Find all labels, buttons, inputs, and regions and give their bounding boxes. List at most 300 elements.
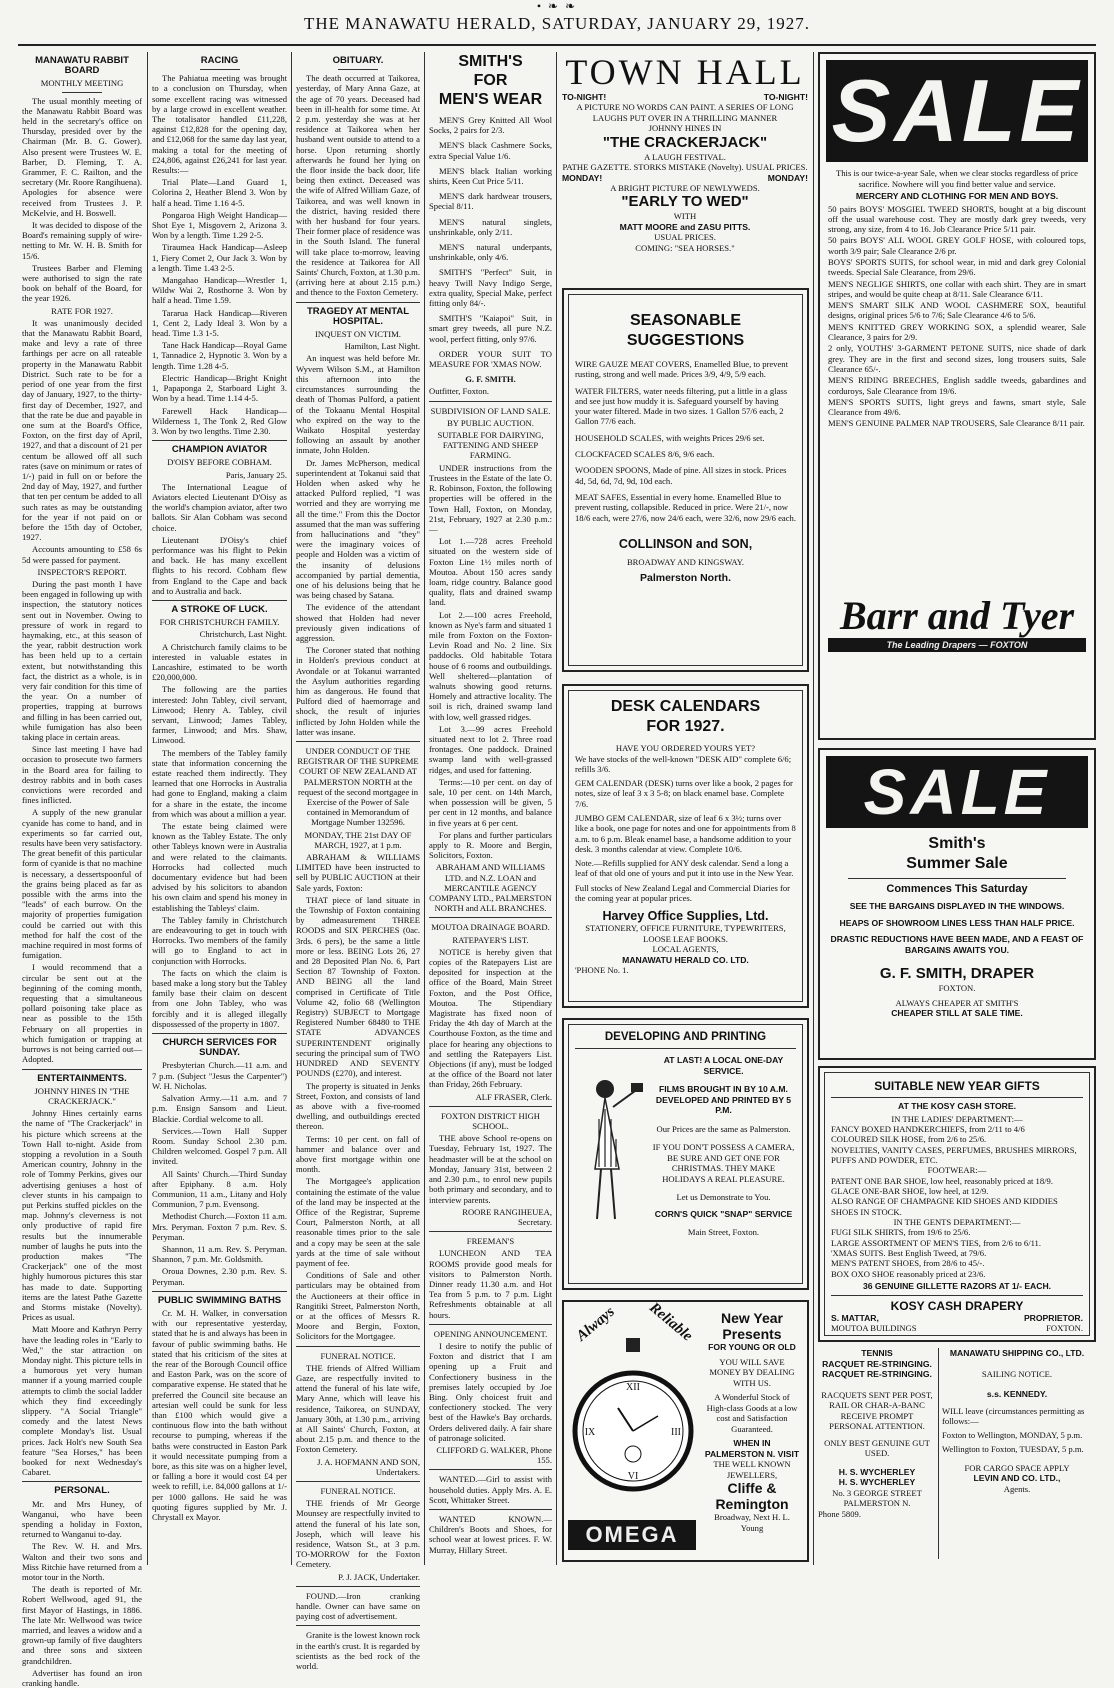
personal-heading: PERSONAL. (54, 1485, 110, 1497)
article-paragraph: The Rev. W. H. and Mrs. Walton and their two sons and Miss Ritchie have returned from a motor tour in the North. (22, 1541, 142, 1583)
drainage-heading: MOUTOA DRAINAGE BOARD. (431, 922, 550, 933)
article-paragraph: Accounts amounting to £58 6s 5d were passed for payment. (22, 544, 142, 565)
shipping-line: SAILING NOTICE. (981, 1368, 1053, 1379)
gifts-line: ALSO RANGE OF CHAMPAGNE KID SHOES AND KIDDIES SHOES IN STOCK. (831, 1196, 1058, 1217)
masthead-rule (18, 44, 1096, 46)
column-2 (152, 52, 287, 1565)
svg-text:III: III (671, 1427, 681, 1438)
divider (338, 69, 378, 70)
tragedy-subheading: INQUEST ON VICTIM. (315, 329, 401, 340)
smiths-item: MEN'S dark hardwear trousers, Special 8/11. (429, 191, 552, 212)
sale1-item: MEN'S NEGLIGE SHIRTS, one collar with each shirt. They are in smart stripes, and would be quite cheap at 8/11. Sale Clearance 6/11. (828, 278, 1086, 299)
article-paragraph: WANTED.—Girl to assist with household duties. Apply Mrs. A. E. Scott, Whittaker Street. (429, 1474, 552, 1505)
rabbit-board-heading: MANAWATU RABBIT BOARD (35, 55, 129, 77)
article-paragraph: It was decided to dispose of the Board's remaining supply of wire-netting to Mr. W. H. B. Smith for 15/6. (22, 220, 142, 261)
shipping-line: LEVIN AND CO. LTD., (973, 1473, 1061, 1484)
article-paragraph: A supply of the new granular cyanide has come to hand, and in experiments so far carried out, results have been very satisfactory. The great benefit of this particular form of cyanide is that no machine is necessary, a dessertspoonful of the grains being placed as far as possible with the arms into the "leads" of each burrow. On the majority of properties fumigation could be carried out with this method for half the cost of the machine required in most forms of fumigation. (22, 807, 142, 961)
early-to-wed-title: "EARLY TO WED" (621, 193, 749, 210)
divider (429, 917, 552, 918)
article-paragraph: The Pahiatua meeting was brought to a conclusion on Thursday, when some excellent racing was witnessed by a large crowd in excellent weather. The totalisator handled £11,228, against £12,828 for the opening day, and £12,068 for the same day last year, making a total for the meeting of £24,806, against £26,241 for last year. Results:— (152, 73, 287, 176)
divider (296, 1625, 420, 1626)
omega-line: YOU WILL SAVE MONEY BY DEALING WITH US. (709, 1356, 795, 1388)
column-rule (424, 52, 425, 1565)
divider (22, 1069, 142, 1070)
auctioneers: ABRAHAM AND WILLIAMS LTD. and N.Z. LOAN and MERCANTILE AGENCY COMPANY LTD., PALMERSTON NORTH and ALL BRANCHES. (429, 862, 552, 914)
divider (200, 69, 240, 70)
obituary-heading: OBITUARY. (332, 55, 384, 66)
seasonable-title: SEASONABLE (629, 312, 742, 329)
article-paragraph: ABRAHAM & WILLIAMS LIMITED have been instructed to sell by PUBLIC AUCTION at their Sale yards, Foxton: (296, 852, 420, 893)
article-paragraph: Mangahao Handicap—Wrestler 1, Wildw Wai 2, Rosthorne 3. Won by half a head. Time 1.59. (152, 275, 287, 306)
tonight-row (562, 92, 808, 102)
town-hall-line: A BRIGHT PICTURE OF NEWLYWEDS. (610, 182, 760, 193)
article-paragraph: The death occurred at Taikorea, yesterday, of Mary Anna Gaze, at the age of 70 years. Deceased had been in ill-health for some time. At 2 p.m. yesterday she was at her residence at Taikorea when her husband went outside to attend to a horse. Upon returning shortly afterwards he found her lying on the floor inside the back door, life being then extinct. Deceased was the wife of Alfred William Gaze, of Taikorea, and was well known in the district, having resided there with her husband for four years. Their former place of residence was in the South Island. The funeral will take place to-morrow, leaving the residence at Taikorea for All Saints' Church, Foxton, at 1.30 p.m. (arriving here at about 2.15 p.m.) and thence to the Foxton Cemetery. (296, 73, 420, 298)
tennis-line: H. S. WYCHERLEY (838, 1477, 916, 1487)
sale2-line: CHEAPER STILL AT SALE TIME. (891, 1008, 1023, 1018)
sale2-line: ALWAYS CHEAPER AT SMITH'S (895, 997, 1019, 1008)
signature: G. F. SMITH. (465, 374, 516, 385)
drainage-subheading: RATEPAYER'S LIST. (452, 934, 529, 945)
article-paragraph: Farewell Hack Handicap—Wilderness 1, The Tonk 2, Red Glow 3. Won by two lengths. Time 2.30. (152, 405, 287, 436)
smiths-item: MEN'S natural underpants, unshrinkable, only 4/6. (429, 242, 552, 263)
article-paragraph: All Saints' Church.—Third Sunday after Epiphany. 8 a.m. Holy Communion, 11 a.m., Litany and Holy Communion, 7 p.m. Evensong. (152, 1168, 287, 1210)
smiths-item: MEN'S natural singlets, unshrinkable, only 2/11. (429, 216, 552, 237)
desk-title: FOR 1927. (646, 718, 725, 735)
article-paragraph: The estate being claimed were known as the Tabley Estate. The only other Tableys known were in Australia and were related to the claimants. Horrocks had collected much documentary evidence but had been advised by his solicitors to abandon his own claim and spend his money in establishing the Tableys' claim. (152, 821, 287, 913)
divider (152, 1291, 287, 1292)
developing-ad (562, 1018, 809, 1290)
desk-line: HAVE YOU ORDERED YOURS YET? (615, 743, 756, 753)
divider (429, 1469, 552, 1470)
luck-heading: A STROKE OF LUCK. (171, 603, 268, 615)
seasonable-inner (568, 294, 803, 666)
smiths-item: MEN'S Grey Knitted All Wool Socks, 2 pairs for 2/3. (429, 115, 552, 136)
collinson-address: BROADWAY AND KINGSWAY. (626, 556, 745, 567)
column-4 (429, 52, 552, 1565)
article-paragraph: THE friends of Mr George Mounsey are respectfully invited to attend the funeral of his late son, Joseph, which will leave his residence, Watson St., at 3 p.m. TO-MORROW for the Foxton Cemetery. (296, 1498, 420, 1570)
monday-right: MONDAY! (767, 172, 808, 183)
court-notice-date: MONDAY, THE 21st DAY OF MARCH, 1927, at 1 p.m. (304, 829, 412, 850)
article-paragraph: LUNCHEON AND TEA ROOMS provide good meals for visitors to Palmerston North. Dinner ready 11.30 a.m. and Hot Tea from 5 p.m. to 7 p.m. Light Refreshments obtainable at all hours. (429, 1248, 552, 1320)
gifts-title: SUITABLE NEW YEAR GIFTS (831, 1079, 1083, 1098)
desk-title: DESK CALENDARS (610, 698, 761, 715)
sale1-item: BOYS' SPORTS SUITS, for school wear, in mid and dark grey Colonial tweeds. Special Sale Clearance, from 29/6. (828, 256, 1086, 278)
sale2-line: HEAPS OF SHOWROOM LINES LESS THAN HALF PRICE. (839, 917, 1075, 928)
divider (296, 1481, 420, 1482)
column-3 (296, 52, 420, 1672)
article-paragraph: Electric Handicap—Bright Knight 1, Papaponga 2, Starboard Light 3. Won by a head. Time 1.14 4-5. (152, 372, 287, 404)
desk-calendars-ad (562, 684, 809, 1008)
article-paragraph: Methodist Church.—Foxton 11 a.m. Mrs. Peryman. Foxton 7 p.m. Rev. S. Peryman. (152, 1211, 287, 1242)
sale2-line: Smith's (928, 835, 986, 852)
divider (429, 1509, 552, 1510)
shipping-line: FOR CARGO SPACE APPLY (964, 1462, 1070, 1473)
article-paragraph: An inquest was held before Mr. Wyvern Wilson S.M., at Hamilton this afternoon into the circumstances surrounding the death of Thomas Pulford, a patient of the Tokaanu Mental Hospital who expired on the way to the Waikato Hospital yesterday following an assault by another inmate, John Holden. (296, 353, 420, 456)
omega-text (704, 1310, 800, 1533)
barr-tyer-logo (828, 594, 1086, 652)
subdivision-suitable: SUITABLE FOR DAIRYING, FATTENING AND SHEEP FARMING. (437, 430, 544, 461)
sale2-body (828, 834, 1086, 1019)
gifts-line: FOOTWEAR:— (927, 1165, 987, 1176)
desk-line: We have stocks of the well-known "DESK AID" complete 6/6; refills 3/6. (575, 753, 792, 774)
harvey-name: Harvey Office Supplies, Ltd. (602, 909, 769, 924)
sale1-item: MEN'S GENUINE PALMER NAP TROUSERS, Sale Clearance 8/11 pair. (828, 418, 1085, 429)
column-1 (22, 52, 142, 1688)
aviator-subheading: D'OISY BEFORE COBHAM. (167, 457, 272, 468)
entertainments-heading: ENTERTAINMENTS. (37, 1072, 127, 1084)
racing-heading: RACING (200, 55, 239, 66)
seasonable-item: MEAT SAFES, Essential in every home. Enamelled Blue to prevent rusting, collapsible. Reduced in price. Were 21/-, now 18/6 each, were 27/6, now 24/6 each, were 32/6, now 29/6 each. (575, 491, 796, 523)
tennis-ad (818, 1348, 936, 1562)
masthead-ornament: • ❧ ❧ (536, 0, 578, 13)
town-hall-line: JOHNNY HINES IN (648, 123, 722, 133)
column-rule (938, 1348, 939, 1559)
developing-body (575, 1049, 796, 1269)
town-hall-title: TOWN HALL (565, 52, 805, 92)
tennis-line: RACQUET RE-STRINGING. (822, 1358, 932, 1369)
divider (296, 1586, 420, 1587)
divider (296, 302, 420, 303)
crackerjack-title: "THE CRACKERJACK" (602, 133, 768, 151)
divider (296, 741, 420, 742)
article-paragraph: For plans and further particulars apply to R. Moore and Bergin, Solicitors, Foxton. (429, 829, 552, 861)
freemans-heading: FREEMAN'S (466, 1236, 515, 1247)
omega-line: FOR YOUNG OR OLD (708, 1342, 796, 1352)
tonight-right: TO-NIGHT! (763, 92, 808, 102)
town-hall-line: A PICTURE NO WORDS CAN PAINT. A SERIES OF LONG LAUGHS PUT OVER IN A THRILLING MANNER (576, 102, 794, 123)
gifts-line: GLACE ONE-BAR SHOE, low heel, at 12/9. (831, 1185, 989, 1196)
monday-left: MONDAY! (562, 172, 603, 183)
tonight-left: TO-NIGHT! (562, 92, 607, 102)
dateline: Christchurch, Last Night. (199, 629, 287, 640)
gifts-inner (824, 1072, 1090, 1336)
church-heading: CHURCH SERVICES FOR SUNDAY. (162, 1037, 277, 1059)
smiths-item: MEN'S black Cashmere Socks, extra Special Value 1/6. (429, 140, 552, 161)
developing-line: Our Prices are the same as Palmerston. (656, 1123, 791, 1134)
desk-inner (568, 690, 803, 1002)
sale2-line: Summer Sale (848, 854, 1066, 879)
article-paragraph: Since last meeting I have had occasion to prosecute two farmers in the Board area for failing to destroy rabbits and in both cases convictions were recorded and fines inflicted. (22, 744, 142, 806)
divider (152, 440, 287, 441)
article-paragraph: The usual monthly meeting of the Manawatu Rabbit Board was held in the secretary's office on Thursday, presided over by the Chairman (Mr. B. G. Gower). Also present were Trustees W. E. Barber, D. Fleming, T. A. Grammer, F. C. Railton, and the secretary (Mr. Roore Rangihuena). Apologies for absence were received from Trustees J. P. McKelvie, and H. Boswell. (22, 95, 142, 218)
article-paragraph: Terms: 10 per cent. on fall of hammer and balance over and above first mortgage within one month. (296, 1133, 420, 1175)
masthead (0, 0, 1114, 46)
shipping-line: MANAWATU SHIPPING CO., LTD. (949, 1348, 1085, 1358)
rate-subheading: RATE FOR 1927. (51, 305, 113, 316)
article-paragraph: The facts on which the claim is based make a long story but the Tabley family base their claim on descent from one John Tabley, who was forcibly and it is alleged illegally dispossessed of the property in 1807. (152, 967, 287, 1029)
funeral-heading: FUNERAL NOTICE. (320, 1486, 396, 1497)
tennis-line: RACQUETS SENT PER POST, RAIL OR CHAR-A-BANC RECEIVE PROMPT PERSONAL ATTENTION. (821, 1389, 933, 1431)
article-paragraph: Oroua Downes, 2.30 p.m. Rev. S. Peryman. (152, 1266, 287, 1287)
sale1-body (828, 168, 1086, 430)
article-paragraph: Tane Hack Handicap—Royal Game 1, Tannadice 2, Hypnotic 3. Won by a length. Time 1.28 4-5. (152, 340, 287, 371)
svg-text:XII: XII (626, 1382, 640, 1393)
shipping-line: Wellington to Foxton, TUESDAY, 5 p.m. (942, 1444, 1084, 1455)
article-paragraph: Tiraumea Hack Handicap—Asleep 1, Fiery Comet 2, Our Jack 3. Won by a length. Time 1.43 2-5. (152, 242, 287, 273)
town-hall-line: USUAL PRICES. (654, 232, 716, 242)
divider (62, 92, 102, 93)
sale1-intro: This is our twice-a-year Sale, when we clear stocks regardless of price sacrifice. Nowhere will you find better value and service. (836, 168, 1078, 189)
sale2-line: SEE THE BARGAINS DISPLAYED IN THE WINDOWS. (849, 901, 1065, 911)
sale1-item: 50 pairs BOYS' MOSGIEL TWEED SHORTS, bought at a big discount off the usual warehouse cost. They are mostly dark grey tweeds, very strong, any size, from 4 to 16. Job Clearance Price 5/11 pair. (828, 203, 1086, 235)
opening-heading: OPENING ANNOUNCEMENT. (433, 1328, 548, 1339)
court-notice-heading: UNDER CONDUCT OF THE REGISTRAR OF THE SUPREME COURT OF NEW ZEALAND AT PALMERSTON NORTH at the request of the second mortgagee in Exercise of the Power of Sale contained in Memorandum of Mortgage Number 132596. (297, 746, 419, 828)
sale-banner: SALE (826, 60, 1088, 162)
lady-figure-icon (575, 1049, 647, 1269)
town-hall-ad (562, 52, 808, 270)
sale2-line: FOXTON. (938, 983, 976, 993)
article-paragraph: The Coroner stated that nothing in Holden's previous conduct at Avondale or at Tokanui warranted the Asylum authorities regarding him as dangerous. He found that Pulford died of haemorrage and shock, the result of injuries inflicted by John Holden while the latter was insane. (296, 645, 420, 737)
article-paragraph: Lieutenant D'Oisy's chief performance was his flight to Pekin and back. He has many excellent flights to his record. Cobham flew from England to the Cape and back and to Australia and back. (152, 534, 287, 596)
smiths-summer-sale-ad (818, 748, 1096, 1060)
divider (152, 1033, 287, 1034)
sale1-item: 50 pairs BOYS' ALL WOOL GREY GOLF HOSE, with coloured tops, worth 3/9 pair; Sale Clearance 2/6 pr. (828, 235, 1086, 256)
collinson-town: Palmerston North. (639, 572, 731, 585)
seasonable-item: HOUSEHOLD SCALES, with weights Prices 29/6 set. (575, 432, 765, 443)
seasonable-ad (562, 288, 809, 672)
article-paragraph: Salvation Army.—11 a.m. and 7 p.m. Ensign Sansom and Lieut. Blackie. Cordial welcome to all. (152, 1093, 287, 1124)
article-paragraph: Johnny Hines certainly earns the name of "The Crackerjack" in his picture which screens at the Town Hall to-night. Aside from stopping a revolution in a South American country, Johnny in the role of Tommy Perkins, gives our advertising geniuses a host of clever stunts in his campaign to put Perkins stuffed pickles on the map. Johnny's cleverness is not only productive of rapid fire results but the innumerable number of laughs he puts into the production makes "The Crackerjack" one of the most highly humorous pictures this star has made to date. Supporting items are the latest Pathe Gazette and Storms mistake (Novelty). Prices as usual. (22, 1108, 142, 1323)
article-paragraph: Shannon, 11 a.m. Rev. S. Peryman. Shannon, 7 p.m. Mr. Goldsmith. (152, 1243, 287, 1265)
kosy-town: FOXTON. (1046, 1323, 1083, 1334)
subdivision-auction: BY PUBLIC AUCTION. (447, 417, 534, 428)
kosy-owner-row (831, 1313, 1083, 1323)
signature: J. A. HOFMANN AND SON, Undertakers. (317, 1456, 420, 1477)
gifts-line: LARGE ASSORTMENT OF MEN'S TIES, from 2/6 to 6/11. (831, 1237, 1042, 1248)
article-paragraph: WANTED KNOWN.—Children's Boots and Shoes, for school wear at lowest prices. F. W. Murray, Hillary Street. (429, 1513, 552, 1555)
shipping-line: WILL leave (circumstances permitting as follows:— (942, 1405, 1085, 1426)
desk-line: JUMBO GEM CALENDAR, size of leaf 6 x 3½; turns over like a book, one page for notes and one for appointments from 8 a.m. to 6 p.m. Bleak enamel base, a handsome addition to your desk. 3 months calendar at view. Complete 10/6. (575, 812, 796, 854)
aviator-heading: CHAMPION AVIATOR (171, 444, 268, 456)
barr-tyer-sale-ad (818, 52, 1096, 740)
article-paragraph: Lot 3.—99 acres Freehold situated next to lot 2. Three road frontages. One paddock. Drained swamp land with well-grassed ridges, and used for fattening. (429, 723, 552, 775)
divider (22, 1481, 142, 1482)
gifts-line: 'XMAS SUITS. Best English Tweed, at 79/6. (831, 1247, 987, 1258)
smiths-for: FOR (473, 72, 508, 89)
divider (429, 1106, 552, 1107)
omega-line: A Wonderful Stock of High-class Goods at a low cost and Satisfaction Guaranteed. (706, 1392, 798, 1434)
seasonable-item: WOODEN SPOONS, Made of pine. All sizes in stock. Prices 4d, 5d, 6d, 7d, 9d, 10d each. (575, 465, 787, 486)
shipping-ad (942, 1348, 1092, 1562)
tennis-line: RACQUET RE-STRINGING. (822, 1369, 932, 1379)
svg-text:IX: IX (584, 1427, 596, 1438)
desk-line: Full stocks of New Zealand Legal and Commercial Diaries for the coming year at popular prices. (575, 882, 791, 904)
omega-line: THE WELL KNOWN JEWELLERS, (713, 1459, 791, 1480)
gifts-line: AT THE KOSY CASH STORE. (898, 1101, 1016, 1111)
signature: ALF FRASER, Clerk. (475, 1091, 552, 1102)
lady-photographer-illustration (575, 1049, 647, 1269)
gifts-line: 36 GENUINE GILLETTE RAZORS AT 1/- EACH. (862, 1280, 1052, 1291)
article-paragraph: Mr. and Mrs Huney, of Wanganui, who have been spending a holiday in Foxton, returned to Wanganui to-day. (22, 1498, 142, 1540)
article-paragraph: Dr. James McPherson, medical superintendent at Tokanui said that Holden when asked why he attacked Pulford replied, "I was worried and they are worrying me all the time." From this the Doctor assumed that the man was suffering from hallucinations and "they" were the imaginary voices of people and Holden was a victim of the insanity of delusions accompanied by partial dementia, one of his delusions being that he was being chased by Satana. (296, 457, 420, 601)
harvey-line: LOCAL AGENTS, (652, 944, 719, 955)
funeral-heading: FUNERAL NOTICE. (320, 1350, 396, 1361)
seasonable-item-list (575, 359, 796, 523)
smiths-item-list (429, 115, 552, 369)
sale2-line: G. F. SMITH, DRAPER (879, 965, 1035, 982)
article-paragraph: I desire to notify the public of Foxton and district that I am opening up a Fruit and Confectionery business in the premises lately occupied by Joe Bing. Only choicest fruit and confectionery stocked. The very best of the Hawke's Bay orchards. Orders delivered daily. A fair share of patronage solicited. (429, 1340, 552, 1443)
smiths-item: MEN'S black Italian working shirts, Keen Cut Price 5/11. (429, 165, 552, 187)
article-paragraph: During the past month I have been engaged in following up with inspection, the statutory notices sent out in November. Owing to pressure of work in regard to haymaking, etc., at this season of the year, rabbit destruction work has been held up to a certain extent, but notwithstanding this fact, the district as a whole, is in very fair condition for this time of the year. On a number of properties, trapping at burrows and filling in has been carried out, while fumigation has also been taking place in certain areas. (22, 578, 142, 742)
tennis-line: H. S. WYCHERLEY (838, 1466, 916, 1477)
sale1-item: MEN'S KNITTED GREY WORKING SOX, a splendid wearer, Sale Clearance, 3 pairs for 2/9. (828, 321, 1086, 343)
always-text: Always (573, 1303, 618, 1345)
desk-line: Note.—Refills supplied for ANY desk calendar. Send a long a leaf of that old one of yours and put it into use in the New Year. (575, 858, 794, 879)
sale1-item: MEN'S RIDING BREECHES, English saddle tweeds, gabardines and corduroys, Sale Clearance from 19/6. (828, 375, 1086, 396)
gifts-line: FANCY BOXED HANDKERCHIEFS, from 2/11 to 4/6 (831, 1124, 1025, 1134)
sale1-item-list (828, 204, 1086, 429)
collinson-name: COLLINSON and SON, (618, 536, 753, 551)
town-hall-line: WITH (673, 211, 697, 221)
shipping-line: s.s. KENNEDY. (986, 1389, 1048, 1399)
sale1-item: 2 only, YOUTHS' 3-GARMENT PETONE SUITS, nice shade of dark grey. They are in the first and second sizes, long trousers suits, Sale Clearance 65/-. (828, 343, 1086, 374)
article-paragraph: UNDER instructions from the Trustees in the Estate of the late O. R. Robinson, Foxton, the following properties will be offered in the Town Hall, Foxton, on Monday, 21st, February, 1927 at 2.30 p.m.:— (429, 462, 552, 534)
article-paragraph: The members of the Tabley family state that information concerning the estate reached them indirectly. They learned that one Horrocks in Australia had gone to England, making a claim for a share in the estate, the income from which was about a million a year. (152, 747, 287, 819)
column-rule (813, 52, 814, 1565)
tennis-line: Phone 5809. (818, 1508, 861, 1519)
article-paragraph: THE friends of Alfred William Gaze, are respectfully invited to attend the funeral of his late wife, Mary Anne, which will leave his residence, Taikorea, on SUNDAY, January 30th, at 1.30 p.m., arriving at All Saints' Church, Foxton, at about 2.15 p.m. and thence to the Foxton Cemetery. (296, 1362, 420, 1455)
shipping-line: Agents. (1003, 1483, 1031, 1494)
developing-line: IF YOU DON'T POSSESS A CAMERA, BE SURE AND GET ONE FOR CHRISTMAS. THEY MAKE HOLIDAYS A REAL PLEASURE. (652, 1142, 795, 1184)
article-paragraph: Granite is the lowest known rock in the earth's crust. It is regarded by scientists as the bed rock of the world. (296, 1630, 420, 1672)
divider (429, 401, 552, 402)
article-paragraph: The death is reported of Mr. Robert Wellwood, aged 91, the first Mayor of Hastings, in 1886. The late Mr. Wellwood was twice married, and leaves a widow and a grown-up family of five daughters and three sons and sixteen grandchildren. (22, 1584, 142, 1666)
kosy-address: MOUTOA BUILDINGS (831, 1323, 917, 1334)
kosy-name: KOSY CASH DRAPERY (831, 1295, 1083, 1313)
kosy-gifts-ad (818, 1066, 1096, 1342)
rabbit-board-subheading: MONTHLY MEETING (40, 78, 124, 89)
seasonable-title: SUGGESTIONS (626, 332, 745, 349)
town-hall-line: PATHE GAZETTE. STORKS MISTAKE (Novelty). USUAL PRICES. (562, 162, 808, 172)
sale1-item: MEN'S SMART SILK AND WOOL CASHMERE SOX, beautiful designs, original prices 5/6 to 7/6; Sale Clearance 4/6 to 5/6. (828, 300, 1086, 321)
gifts-line: FUGI SILK SHIRTS, from 19/6 to 25/6. (831, 1227, 971, 1238)
article-paragraph: Services.—Town Hall Supper Room. Sunday School 2.30 p.m. Children welcomed. Gospel 7 p.m. All invited. (152, 1125, 287, 1167)
masthead-title: THE MANAWATU HERALD, SATURDAY, JANUARY 29, 1927. (304, 14, 810, 33)
inspector-subheading: INSPECTOR'S REPORT. (37, 566, 127, 577)
subdivision-heading: SUBDIVISION OF LAND SALE. (430, 405, 551, 416)
developing-title: DEVELOPING AND PRINTING (575, 1031, 796, 1049)
developing-line: AT LAST! A LOCAL ONE-DAY SERVICE. (663, 1055, 784, 1076)
developing-line: FILMS BROUGHT IN BY 10 A.M. DEVELOPED AND PRINTED BY 5 P.M. (655, 1084, 792, 1115)
article-paragraph: The following are the parties interested: John Tabley, civil servant, Linwood; Henry A. Tabley, civil servant, Linwood; James Tabley, farmer, Linwood; and Mrs. Shaw, Linwood. (152, 684, 287, 746)
omega-line: Remington (715, 1496, 789, 1512)
article-paragraph: Tararua Hack Handicap—Riveren 1, Cent 2, Lady Ideal 3. Won by a head. Time 1.3 1-5. (152, 307, 287, 339)
gifts-line: BOX OXO SHOE reasonably priced at 23/6. (831, 1268, 986, 1279)
gifts-line: IN THE GENTS DEPARTMENT:— (893, 1216, 1021, 1227)
developing-line: Let us Demonstrate to You. (676, 1192, 771, 1202)
pocket-watch-icon (568, 1336, 698, 1536)
signature: ROORE RANGIHEUEA, Secretary. (462, 1206, 552, 1227)
seasonable-item: CLOCKFACED SCALES 8/6, 9/6 each. (575, 449, 715, 460)
divider (429, 1231, 552, 1232)
sale1-heading: MERCERY AND CLOTHING FOR MEN AND BOYS. (855, 191, 1059, 201)
article-paragraph: The property is situated in Jenks Street, Foxton, and consists of land as above with a five-roomed dwelling, and outbuildings erected thereon. (296, 1080, 420, 1132)
omega-ad (562, 1300, 809, 1562)
smiths-title: SMITH'S (458, 53, 523, 70)
developing-line: Main Street, Foxton. (687, 1227, 760, 1237)
sale2-line: Commences This Saturday (886, 883, 1028, 895)
article-paragraph: The Mortgagee's application containing the estimate of the value of the land may be inspected at the Office of the Registrar, Supreme Court, Palmerston North, at all reasonable times prior to the sale and a copy may be seen at the sale yards at the time of sale without payment of fee. (296, 1176, 420, 1268)
smiths-item: SMITH'S "Perfect" Suit, in heavy Twill Navy Indigo Serge, extra quality, Special Make, perfect fitting only 84/-. (429, 267, 552, 309)
dateline: Paris, January 25. (225, 469, 287, 480)
shipping-line: Foxton to Wellington, MONDAY, 5 p.m. (942, 1430, 1083, 1441)
barr-tyer-name: Barr and Tyer (839, 593, 1075, 638)
monday-row (562, 173, 808, 183)
article-paragraph: Pongaroa High Weight Handicap—Shot Eye 1, Misgovern 2, Arizona 3. Won by a length. Time 1.29 2-5. (152, 209, 287, 241)
entertainments-subheading: JOHNNY HINES IN "THE CRACKERJACK." (34, 1085, 130, 1106)
column-rule (147, 52, 148, 1565)
omega-line: Cliffe & (727, 1480, 777, 1496)
developing-line: CORN'S QUICK "SNAP" SERVICE (654, 1208, 793, 1219)
smiths-item: SMITH'S "Kaiapoi" Suit, in smart grey tweeds, all pure N.Z. wool, perfect fitting, only 97/6. (429, 313, 552, 344)
baths-heading: PUBLIC SWIMMING BATHS (157, 1294, 282, 1306)
article-paragraph: The Tabley family in Christchurch are endeavouring to get in touch with Horrocks. Two members of the family will go to England to act in conjunction with Horrocks. (152, 914, 287, 966)
developing-inner (568, 1024, 803, 1284)
kosy-owner-title: PROPRIETOR. (1023, 1313, 1083, 1324)
developing-text (647, 1049, 796, 1269)
omega-line: Presents (722, 1326, 782, 1342)
town-hall-line: A LAUGH FESTIVAL. (644, 151, 726, 162)
gifts-line: PATENT ONE BAR SHOE, low heel, reasonably priced at 18/9. (831, 1175, 1053, 1186)
gifts-line: COLOURED SILK HOSE, from 2/6 to 25/6. (831, 1134, 987, 1145)
article-paragraph: Lot 1.—728 acres Freehold situated on the western side of Foxton Line 1½ miles north of Moutoa. About 150 acres sandy loam, ridge country. Balance good quality, flats and drained swamp land. (429, 536, 552, 608)
article-paragraph: Advertiser has found an iron cranking handle. (22, 1667, 142, 1688)
luck-subheading: FOR CHRISTCHURCH FAMILY. (159, 617, 280, 628)
omega-line: WHEN IN PALMERSTON N. VISIT (704, 1438, 800, 1459)
barr-tyer-tagline: The Leading Drapers — FOXTON (828, 638, 1086, 652)
tennis-line: ONLY BEST GENUINE GUT USED. (824, 1437, 930, 1458)
gifts-line: IN THE LADIES' DEPARTMENT:— (891, 1113, 1023, 1124)
divider (429, 1324, 552, 1325)
reliable-text: Reliable (646, 1299, 696, 1345)
gifts-line: NOVELTIES, VANITY CASES, PERFUMES, BRUSHES MIRRORS, PUFFS AND POWDER, ETC. (831, 1144, 1077, 1165)
article-paragraph: It was unanimously decided that the Manawatu Rabbit Board, make and levy a rate of three farthings per acre on all rateable property in the Manawatu Rabbit District. Such rate to be for a period of one year from the first day of January, 1927, to the thirty-first day of December, 1927, and that the rate be due and payable in one sum at the Board's Office, Foxton, on the first day of April, 1927, and that a discount of 21 per centum be allowed off all such rates (save on minimum or rates of 1/-) paid in full on or before the 2nd day of May, 1927, and further that ten per centum be added to all such rates as may be outstanding for the year if not paid on or before the 15th day of October, 1927. (22, 317, 142, 543)
kosy-address-row (831, 1323, 1083, 1333)
article-paragraph: I would recommend that a circular be sent out at the beginning of the coming month, requesting that a simultaneous pollard poisoning take place as near as possible to the 15th February on all properties in which fumigation or trapping at burrows is not being carried out—Adopted. (22, 962, 142, 1065)
svg-text:VI: VI (627, 1471, 639, 1482)
signature: P. J. JACK, Undertaker. (338, 1571, 420, 1582)
article-paragraph: THE above School re-opens on Tuesday, February 1st, 1927. The headmaster will be at the school on Monday, January 31st, between 2 and 2.30 p.m., to enrol new pupils both primary and secondary, and to interview parents. (429, 1133, 552, 1205)
signature: CLIFFORD G. WALKER, Phone 155. (436, 1444, 552, 1466)
article-paragraph: The evidence of the attendant showed that Holden had never previously given indications of aggression. (296, 602, 420, 643)
harvey-line: MANAWATU HERALD CO. LTD. (622, 954, 749, 965)
article-paragraph: Matt Moore and Kathryn Perry have the leading roles in "Early to Wed," the star attraction on Monday night. This picture tells in a humorous yet very human manner if a young married couple attempts to climb the social ladder which they find exceedingly slippery. "A Social Triangle" comedy and the latest News complete Monday's list. Usual prices. Jack Holt's new South Sea feature "Sea Horses," has been booked for next Wednesday's Cabaret. (22, 1324, 142, 1478)
column-rule (291, 52, 292, 1565)
article-paragraph: The International League of Aviators elected Lieutenant D'Oisy as the world's champion aviator, after two ballots. Sir Alan Cobham was second choice. (152, 481, 287, 533)
omega-line: Broadway, Next H. L. Young (714, 1512, 790, 1533)
article-paragraph: NOTICE is hereby given that copies of the Ratepayers List are deposited for inspection at the office of the Board, Main Street Foxton, and the Post Office, Moutoa. The Stipendiary Magistrate has fixed noon of Friday the 4th day of March at the Courthouse Foxton, as the time and place for hearing any objections to and settling the Ratepayers List. Objections (if any), must be lodged at the office of the Board not later than Friday, 26th February. (429, 946, 552, 1090)
sale1-item: MEN'S SPORTS SUITS, light greys and fawns, smart style, Sale Clearance from 49/6. (828, 396, 1086, 418)
article-paragraph: Cr. M. H. Walker, in conversation with our representative yesterday, stated that he is and always has been in favour of public swimming baths. He stated that his criticism of the sites at the rear of the Borough Council office and Easton Park, was on the score of comparative expense. He stated that he preferred the Council site because an artesian well could be sunk for less than £100 which would give a continuous flow into the bath without recourse to pumping, whereas if the baths were constructed in Easton Park it would necessitate pumping from a bore, as this site was on a higher level, or falling a bore it would cost £4 per week to refill, i.e. 84,000 gallons at 1/- per 1000 gallons. He said he was quoting figures supplied by Mr. J. Chrystall ex Mayor. (152, 1307, 287, 1523)
town-hall-line: COMING: "SEA HORSES." (635, 242, 735, 253)
seasonable-item: WIRE GAUZE MEAT COVERS, Enamelled Blue, to prevent rusting, strong and well made. Prices 3/9, 4/9, 5/9 each. (575, 359, 788, 380)
article-paragraph: A Christchurch family claims to be interested in valuable estates in Lancashire, estimated to be worth £20,000,000. (152, 641, 287, 683)
article-paragraph: FOUND.—Iron cranking handle. Owner can have same on paying cost of advertisement. (296, 1590, 420, 1622)
divider (152, 600, 287, 601)
sale2-line: DRASTIC REDUCTIONS HAVE BEEN MADE, AND A FEAST OF BARGAINS AWAITS YOU. (830, 934, 1084, 955)
tennis-line: TENNIS (861, 1348, 893, 1358)
school-heading: FOXTON DISTRICT HIGH SCHOOL. (441, 1110, 540, 1132)
dateline: Hamilton, Last Night. (344, 341, 420, 352)
signature: Outfitter, Foxton. (429, 386, 490, 397)
omega-watch-illustration (568, 1299, 698, 1554)
omega-brand: OMEGA (568, 1520, 696, 1550)
article-paragraph: Terms:—10 per cent. on day of sale, 10 per cent. on 14th March, when possession will be given, 5 per cent in 12 months, and balance in five years at 6 per cent. (429, 776, 552, 828)
harvey-line: STATIONERY, OFFICE FURNITURE, TYPEWRITERS, LOOSE LEAF BOOKS. (585, 923, 786, 944)
smiths-item: ORDER YOUR SUIT TO MEASURE FOR 'XMAS NOW. (429, 348, 552, 370)
smiths-mens-wear: MEN'S WEAR (438, 91, 543, 108)
desk-line: GEM CALENDAR (DESK) turns over like a book, 2 pages for notes, size of leaf 3 x 3 5-8; on black enamel base. Complete 7/6. (575, 778, 793, 809)
